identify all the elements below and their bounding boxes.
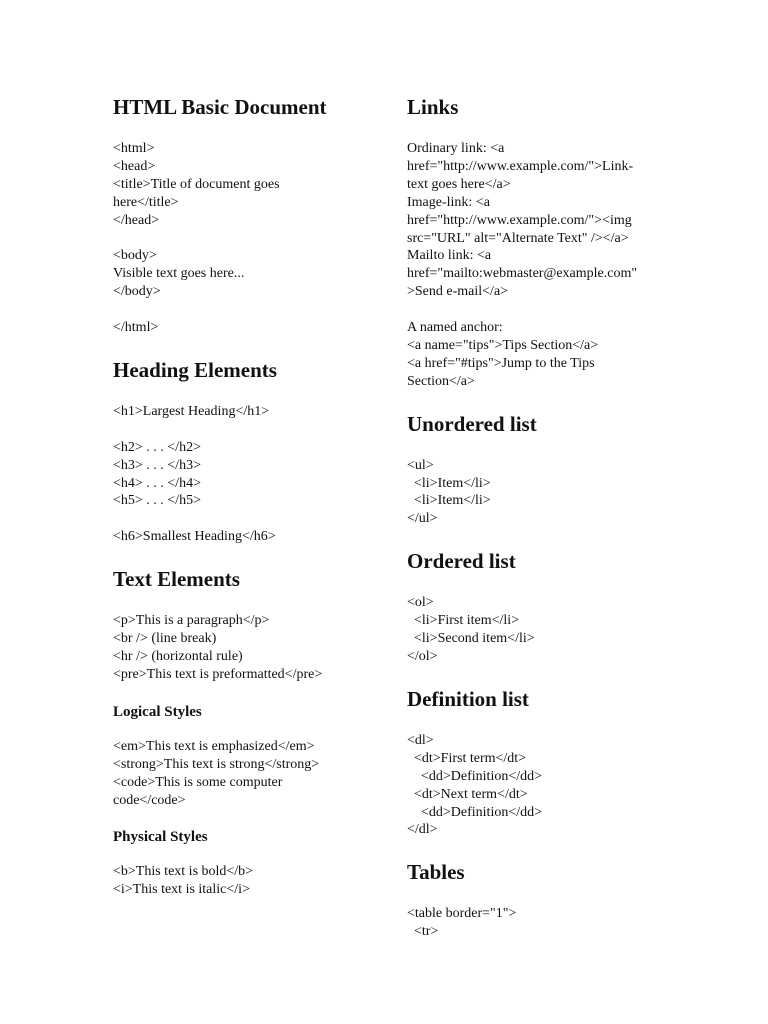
code-line: <h3> . . . </h3> [113, 457, 201, 473]
code-block [407, 905, 677, 941]
code-line: Visible text goes here... [113, 266, 245, 282]
code-line: <h5> . . . </h5> [113, 493, 201, 509]
code-block [113, 863, 383, 899]
blank-line [113, 301, 383, 319]
section-links [407, 92, 677, 391]
code-line: </dl> [407, 822, 438, 838]
heading-tables: Tables [407, 860, 465, 885]
code-line: <b>This text is bold</b> [113, 864, 254, 880]
code-line: <ol> [407, 595, 434, 611]
code-line: A named anchor: [407, 320, 503, 336]
heading-ordered-list: Ordered list [407, 549, 516, 574]
code-line: href="http://www.example.com/"><img [407, 212, 632, 228]
code-line: <br /> (line break) [113, 631, 217, 647]
code-line: Image-link: <a [407, 194, 490, 210]
code-line: <h6>Smallest Heading</h6> [113, 529, 276, 545]
code-line: <h4> . . . </h4> [113, 475, 201, 491]
code-line: <em>This text is emphasized</em> [113, 738, 315, 754]
code-line: <dt>Next term</dt> [407, 786, 528, 802]
code-block [407, 732, 677, 839]
code-line: <head> [113, 158, 156, 174]
code-block [113, 612, 383, 684]
code-line: <h2> . . . </h2> [113, 439, 201, 455]
heading-links: Links [407, 95, 459, 119]
code-line: </ul> [407, 511, 438, 527]
code-line: Mailto link: <a [407, 248, 492, 264]
blank-line [113, 421, 383, 439]
heading-logical-styles: Logical Styles [113, 703, 202, 720]
code-line: <html> [113, 141, 155, 156]
code-line: <hr /> (horizontal rule) [113, 648, 243, 664]
code-line: </head> [113, 212, 160, 228]
code-line: </html> [113, 320, 159, 336]
code-line: <i>This text is italic</i> [113, 882, 250, 898]
code-line: <body> [113, 248, 157, 264]
right-column [407, 92, 677, 959]
section-unordered-list [407, 409, 677, 529]
code-line: >Send e-mail</a> [407, 284, 509, 300]
section-basic-document [113, 92, 383, 337]
code-line: <dt>First term</dt> [407, 750, 527, 766]
code-line: <dd>Definition</dd> [407, 768, 543, 784]
code-line: Ordinary link: <a [407, 141, 505, 156]
code-line: <li>First item</li> [407, 613, 520, 629]
code-line: <dd>Definition</dd> [407, 804, 543, 820]
code-line: <li>Item</li> [407, 493, 491, 509]
code-block [113, 140, 383, 337]
blank-line [113, 230, 383, 248]
code-line: </ol> [407, 649, 438, 665]
code-line: <strong>This text is strong</strong> [113, 756, 320, 772]
code-block [407, 457, 677, 529]
code-line: <li>Item</li> [407, 475, 491, 491]
code-line: <tr> [407, 924, 439, 940]
heading-basic-document: HTML Basic Document [113, 95, 327, 119]
heading-physical-styles: Physical Styles [113, 829, 208, 846]
code-line: <table border="1"> [407, 906, 517, 922]
code-line: here</title> [113, 194, 179, 210]
code-line: <h1>Largest Heading</h1> [113, 403, 270, 419]
code-line: Section</a> [407, 373, 475, 389]
code-line: <code>This is some computer [113, 774, 283, 790]
section-definition-list [407, 684, 677, 839]
code-line: <li>Second item</li> [407, 631, 535, 647]
code-block [113, 738, 383, 810]
code-line: text goes here</a> [407, 176, 511, 192]
code-line: href="http://www.example.com/">Link- [407, 158, 634, 174]
code-line: href="mailto:webmaster@example.com" [407, 266, 638, 282]
code-block [113, 403, 383, 546]
code-line: <ul> [407, 457, 434, 473]
heading-text-elements: Text Elements [113, 567, 240, 592]
code-line: <pre>This text is preformatted</pre> [113, 666, 323, 682]
section-text-elements [113, 564, 383, 899]
section-ordered-list [407, 546, 677, 666]
code-line: <a name="tips">Tips Section</a> [407, 337, 599, 353]
code-line: <p>This is a paragraph</p> [113, 613, 270, 629]
code-line: <a href="#tips">Jump to the Tips [407, 355, 595, 371]
heading-heading-elements: Heading Elements [113, 357, 277, 382]
heading-definition-list: Definition list [407, 686, 529, 711]
code-line: <dl> [407, 732, 434, 748]
heading-unordered-list: Unordered list [407, 411, 537, 436]
section-tables [407, 857, 677, 941]
code-block [407, 140, 677, 391]
code-block [407, 594, 677, 666]
code-line: <title>Title of document goes [113, 176, 280, 192]
left-column [113, 92, 383, 917]
code-line: </body> [113, 284, 161, 300]
code-line: code</code> [113, 792, 186, 808]
section-heading-elements [113, 355, 383, 546]
code-line: src="URL" alt="Alternate Text" /></a> [407, 230, 629, 246]
blank-line [407, 301, 677, 319]
blank-line [113, 510, 383, 528]
